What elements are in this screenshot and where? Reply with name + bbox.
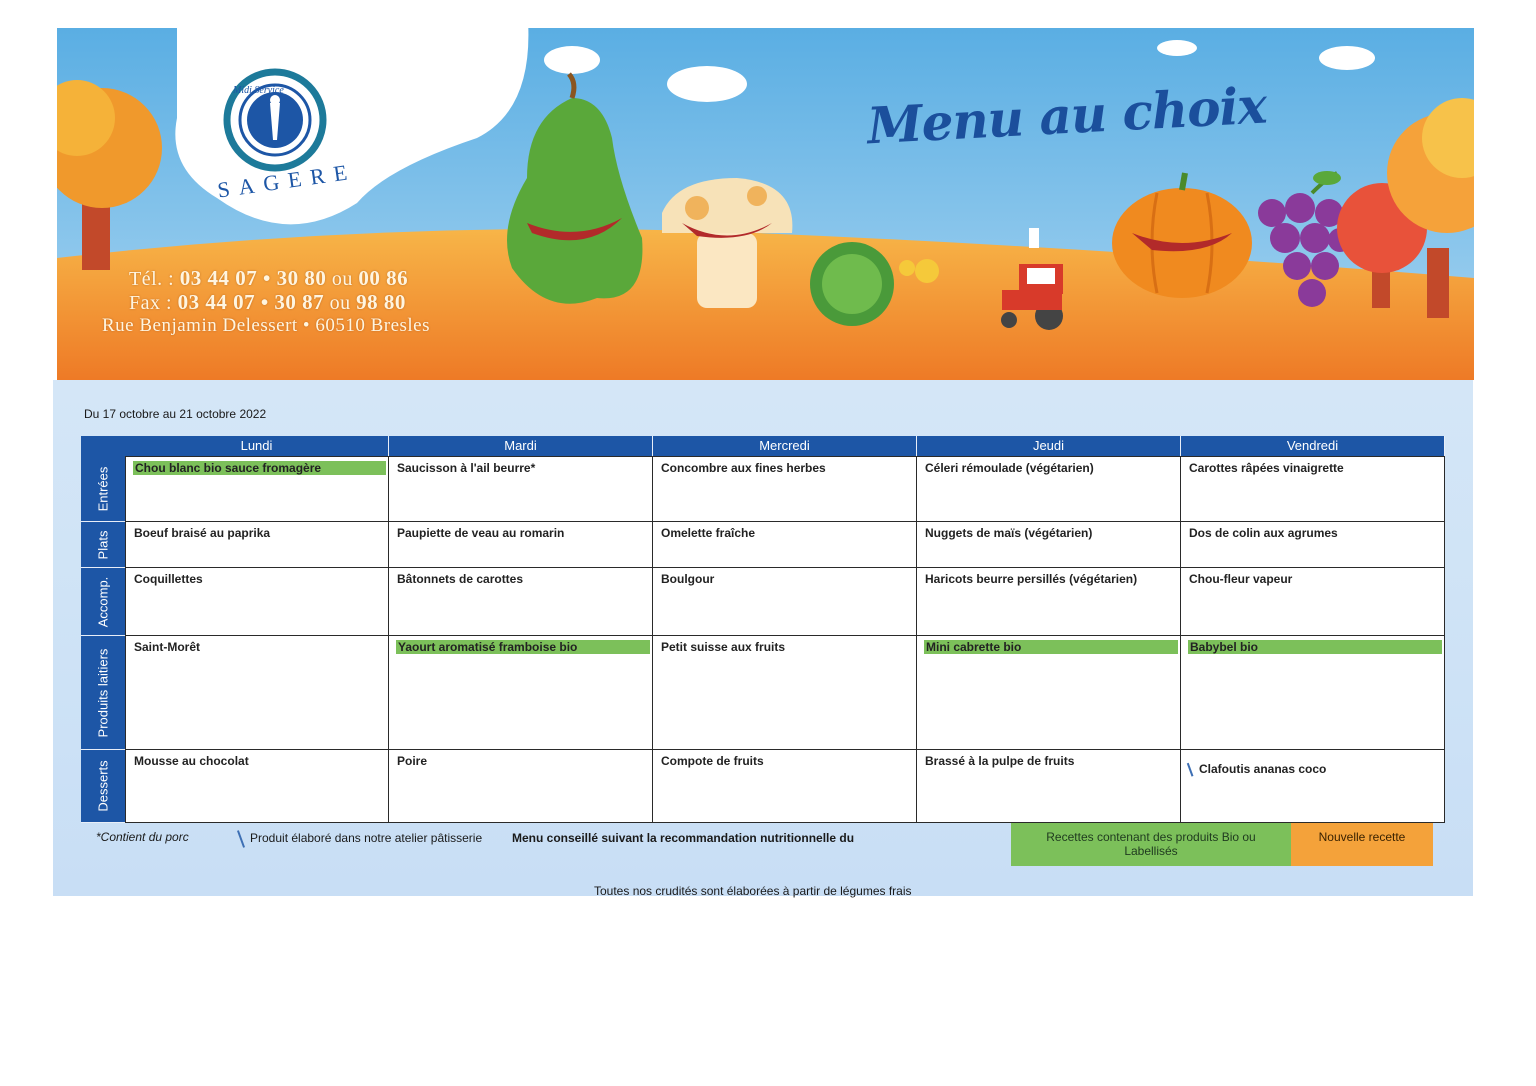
day-header-3: Jeudi <box>917 436 1181 456</box>
menu-cell <box>389 456 653 522</box>
menu-cell <box>1181 636 1445 750</box>
menu-cell <box>389 522 653 568</box>
menu-cell <box>125 636 389 750</box>
menu-item-text: Saucisson à l'ail beurre* <box>397 461 536 475</box>
menu-item-text: Petit suisse aux fruits <box>661 640 786 654</box>
row-header <box>81 750 125 823</box>
row-header-label: Entrées <box>95 466 111 511</box>
menu-item-text: Dos de colin aux agrumes <box>1189 526 1338 540</box>
menu-item-text: Mini cabrette bio <box>924 640 1178 654</box>
menu-cell <box>1181 750 1445 823</box>
menu-item-text: Chou-fleur vapeur <box>1189 572 1293 586</box>
phone-label: Tél. : <box>129 268 180 290</box>
row-header-label: Accomp. <box>95 576 111 627</box>
logo-subtext: Midi Service <box>233 85 284 96</box>
menu-cell <box>1181 522 1445 568</box>
fax-label: Fax : <box>129 292 178 314</box>
menu-item-text: Paupiette de veau au romarin <box>397 526 565 540</box>
day-header-2: Mercredi <box>653 436 917 456</box>
menu-item-text: Céleri rémoulade (végétarien) <box>925 461 1094 475</box>
menu-cell <box>389 636 653 750</box>
day-header-1: Mardi <box>389 436 653 456</box>
table-corner <box>81 436 125 456</box>
row-header <box>81 456 125 522</box>
fax-sep: ou <box>324 292 357 314</box>
note-recommendation: Menu conseillé suivant la recommandation nutritionnelle du <box>512 831 855 845</box>
menu-item-text: Haricots beurre persillés (végétarien) <box>925 572 1138 586</box>
row-header-label: Plats <box>95 530 111 559</box>
menu-item-text: Babybel bio <box>1188 640 1442 654</box>
phone-number: 03 44 07 • 30 80 <box>179 266 327 290</box>
menu-cell <box>653 456 917 522</box>
menu-item-text: Mousse au chocolat <box>134 754 249 768</box>
day-header-4: Vendredi <box>1181 436 1445 456</box>
menu-cell <box>917 522 1181 568</box>
row-header <box>81 568 125 636</box>
menu-cell <box>1181 456 1445 522</box>
page-title: Menu au choix <box>865 75 1268 156</box>
menu-cell <box>125 456 389 522</box>
menu-item-text: Concombre aux fines herbes <box>661 461 826 475</box>
note-porc: *Contient du porc <box>96 830 189 844</box>
menu-item-text: Poire <box>397 754 428 768</box>
menu-item-text: Boulgour <box>661 572 715 586</box>
menu-item-text: Carottes râpées vinaigrette <box>1189 461 1344 475</box>
menu-cell <box>125 522 389 568</box>
pastry-icon <box>1187 761 1197 776</box>
menu-cell <box>389 750 653 823</box>
row-header-label: Desserts <box>95 760 111 812</box>
menu-item-text: Brassé à la pulpe de fruits <box>925 754 1075 768</box>
row-header <box>81 636 125 750</box>
menu-cell <box>653 568 917 636</box>
footer-note: Toutes nos crudités sont élaborées à partir de légumes frais <box>594 884 912 898</box>
menu-item-text: Yaourt aromatisé framboise bio <box>396 640 650 654</box>
header-banner <box>57 28 1474 380</box>
row-header-label: Produits laitiers <box>95 648 111 737</box>
note-chef-text: Produit élaboré dans notre atelier pâtisserie <box>250 831 483 845</box>
day-header-0: Lundi <box>125 436 389 456</box>
phone-alt: 00 86 <box>358 266 409 290</box>
menu-cell <box>917 750 1181 823</box>
legend-new-recipe: Nouvelle recette <box>1291 822 1433 866</box>
menu-item-text: Bâtonnets de carottes <box>397 572 524 586</box>
menu-period: Du 17 octobre au 21 octobre 2022 <box>84 407 267 421</box>
menu-item-text: Boeuf braisé au paprika <box>134 526 271 540</box>
fax-number: 03 44 07 • 30 87 <box>177 290 325 314</box>
menu-item-text: Chou blanc bio sauce fromagère <box>133 461 386 475</box>
menu-item-text: Coquillettes <box>134 572 203 586</box>
menu-cell <box>125 750 389 823</box>
menu-cell <box>1181 568 1445 636</box>
menu-cell <box>653 636 917 750</box>
menu-cell <box>389 568 653 636</box>
menu-cell <box>653 750 917 823</box>
note-chef <box>240 830 482 848</box>
menu-cell <box>917 568 1181 636</box>
menu-cell <box>917 456 1181 522</box>
fax-line <box>129 290 406 315</box>
menu-cell <box>917 636 1181 750</box>
menu-item-text: Nuggets de maïs (végétarien) <box>925 526 1093 540</box>
phone-sep: ou <box>326 268 359 290</box>
phone-line <box>129 266 408 291</box>
menu-item-text: Omelette fraîche <box>661 526 756 540</box>
address: Rue Benjamin Delessert • 60510 Bresles <box>102 315 431 336</box>
menu-cell <box>653 522 917 568</box>
fax-alt: 98 80 <box>356 290 406 314</box>
logo-text: SAGERE <box>215 158 358 203</box>
menu-item-text: Compote de fruits <box>661 754 764 768</box>
legend-bio: Recettes contenant des produits Bio ou Labellisés <box>1011 822 1291 866</box>
menu-cell <box>125 568 389 636</box>
menu-item-text: Clafoutis ananas coco <box>1199 762 1327 776</box>
menu-item-text: Saint-Morêt <box>134 640 200 654</box>
row-header <box>81 522 125 568</box>
